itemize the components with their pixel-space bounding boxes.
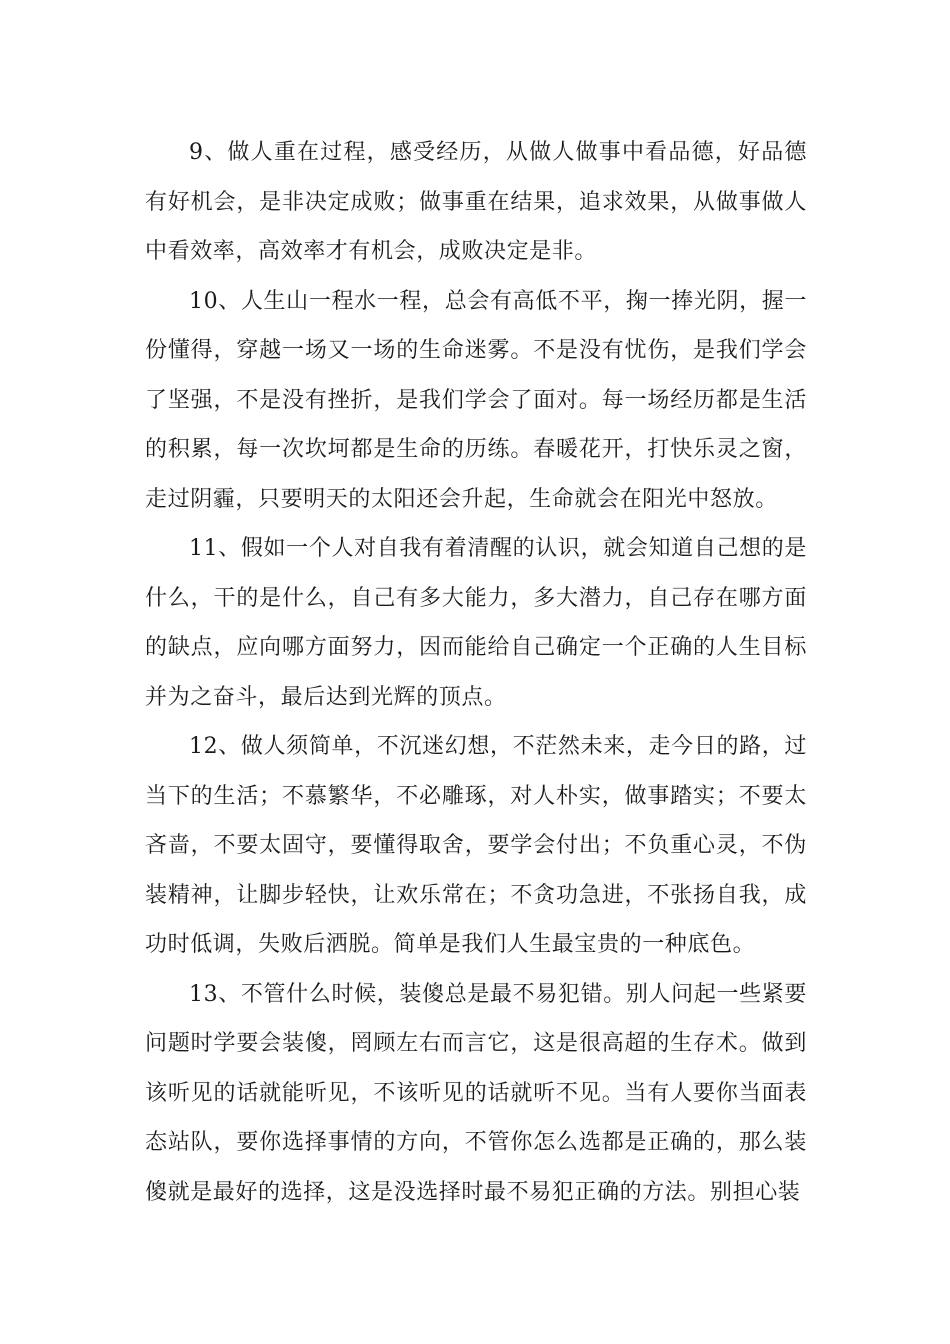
paragraph-13: 13、不管什么时候，装傻总是最不易犯错。别人问起一些紧要问题时学要会装傻，罔顾左右而言它，这是很高超的生存术。做到该听见的话就能听见，不该听见的话就听不见。当有人要你当面表态站队，要你选择事情的方向，不管你怎么选都是正确的，那么装傻就是最好的选择，这是没选择时最不易犯正确的方法。别担心装 [145, 981, 807, 1205]
paragraph-9: 9、做人重在过程，感受经历，从做人做事中看品德，好品德有好机会，是非决定成败；做事重在结果，追求效果，从做事做人中看效率，高效率才有机会，成败决定是非。 [145, 140, 807, 264]
paragraph-10: 10、人生山一程水一程，总会有高低不平，掬一捧光阴，握一份懂得，穿越一场又一场的生命迷雾。不是没有忧伤，是我们学会了坚强，不是没有挫折，是我们学会了面对。每一场经历都是生活的积累，每一次坎坷都是生命的历练。春暖花开，打快乐灵之窗，走过阴霾，只要明天的太阳还会升起，生命就会在阳光中怒放。 [145, 288, 807, 512]
paragraph-12: 12、做人须简单，不沉迷幻想，不茫然未来，走今日的路，过当下的生活；不慕繁华，不必雕琢，对人朴实，做事踏实；不要太吝啬，不要太固守，要懂得取舍，要学会付出；不负重心灵，不伪装精神，让脚步轻快，让欢乐常在；不贪功急进，不张扬自我，成功时低调，失败后洒脱。简单是我们人生最宝贵的一种底色。 [145, 734, 807, 957]
document-body [145, 128, 807, 1217]
paragraph-11: 11、假如一个人对自我有着清醒的认识，就会知道自己想的是什么，干的是什么，自己有多大能力，多大潜力，自己存在哪方面的缺点，应向哪方面努力，因而能给自己确定一个正确的人生目标并为之奋斗，最后达到光辉的顶点。 [145, 536, 807, 710]
